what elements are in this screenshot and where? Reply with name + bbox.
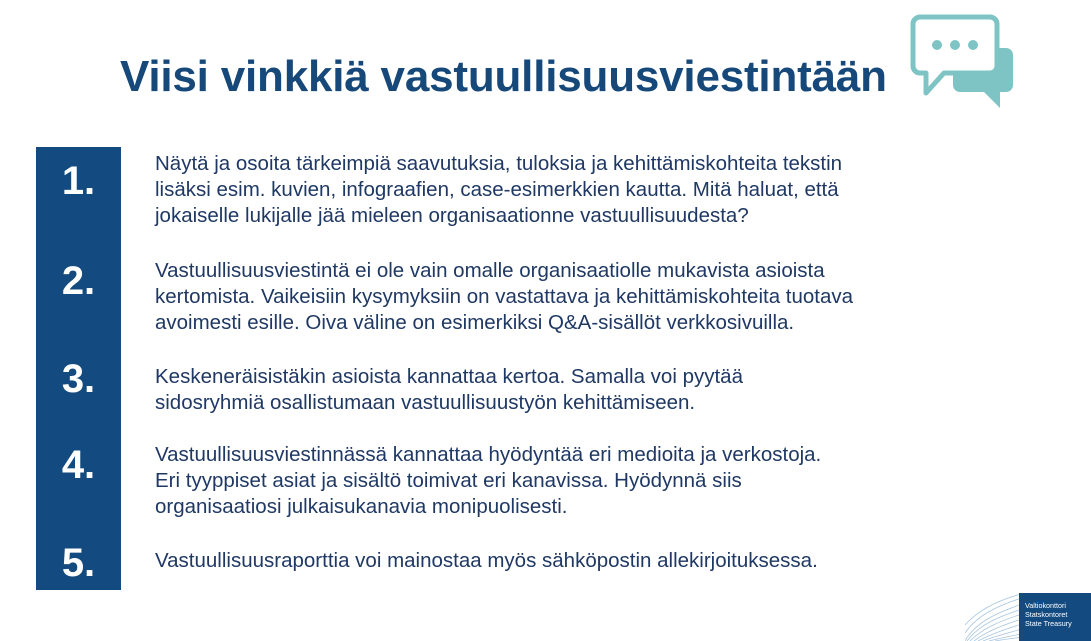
logo-line: Valtiokonttori: [1025, 601, 1067, 610]
tip-line: organisaatiosi julkaisukanavia monipuolisesti.: [155, 495, 568, 518]
tip-line: sidosryhmiä osallistumaan vastuullisuustyön kehittämiseen.: [155, 391, 696, 414]
tip-line: Vastuullisuusviestintä ei ole vain omalle organisaatiolle mukavista asioista: [155, 259, 825, 282]
tip-number-3: 3.: [61, 357, 96, 401]
tip-line: Näytä ja osoita tärkeimpiä saavutuksia, tuloksia ja kehittämiskohteita tekstin: [155, 152, 843, 175]
page-title: Viisi vinkkiä vastuullisuusviestintään: [120, 52, 887, 101]
wave-lines-icon: [965, 593, 1025, 641]
tip-1: [155, 151, 1055, 229]
tip-line: Vastuullisuusviestinnässä kannattaa hyödyntää eri medioita ja verkostoja.: [155, 443, 822, 466]
tip-2: [155, 258, 1055, 336]
tip-line: lisäksi esim. kuvien, infograafien, case-esimerkkien kautta. Mitä haluat, että: [155, 178, 839, 201]
number-column: [36, 147, 121, 590]
chat-bubbles-icon: [910, 14, 1014, 110]
tip-3: [155, 364, 1055, 416]
tip-line: Eri tyyppiset asiat ja sisältö toimivat eri kanavissa. Hyödynnä siis: [155, 469, 742, 492]
tip-number-1: 1.: [61, 159, 96, 203]
tip-line: Keskeneräisistäkin asioista kannattaa kertoa. Samalla voi pyytää: [155, 365, 743, 388]
logo-line: Statskontoret: [1025, 610, 1068, 619]
tip-line: Vastuullisuusraporttia voi mainostaa myös sähköpostin allekirjoituksessa.: [155, 549, 818, 572]
tip-4: [155, 442, 1055, 520]
logo-text-box: [1019, 593, 1091, 641]
logo-line: State Treasury: [1025, 619, 1072, 628]
valtiokonttori-logo: [965, 593, 1091, 641]
tip-line: avoimesti esille. Oiva väline on esimerkiksi Q&A-sisällöt verkkosivuilla.: [155, 311, 795, 334]
tip-number-4: 4.: [61, 443, 96, 487]
tip-line: kertomista. Vaikeisiin kysymyksiin on vastattava ja kehittämiskohteita tuotava: [155, 285, 854, 308]
tip-number-2: 2.: [61, 259, 96, 303]
tip-line: jokaiselle lukijalle jää mieleen organisaationne vastuullisuudesta?: [155, 204, 749, 227]
tip-5: [155, 548, 1055, 574]
tip-number-5: 5.: [61, 541, 96, 585]
